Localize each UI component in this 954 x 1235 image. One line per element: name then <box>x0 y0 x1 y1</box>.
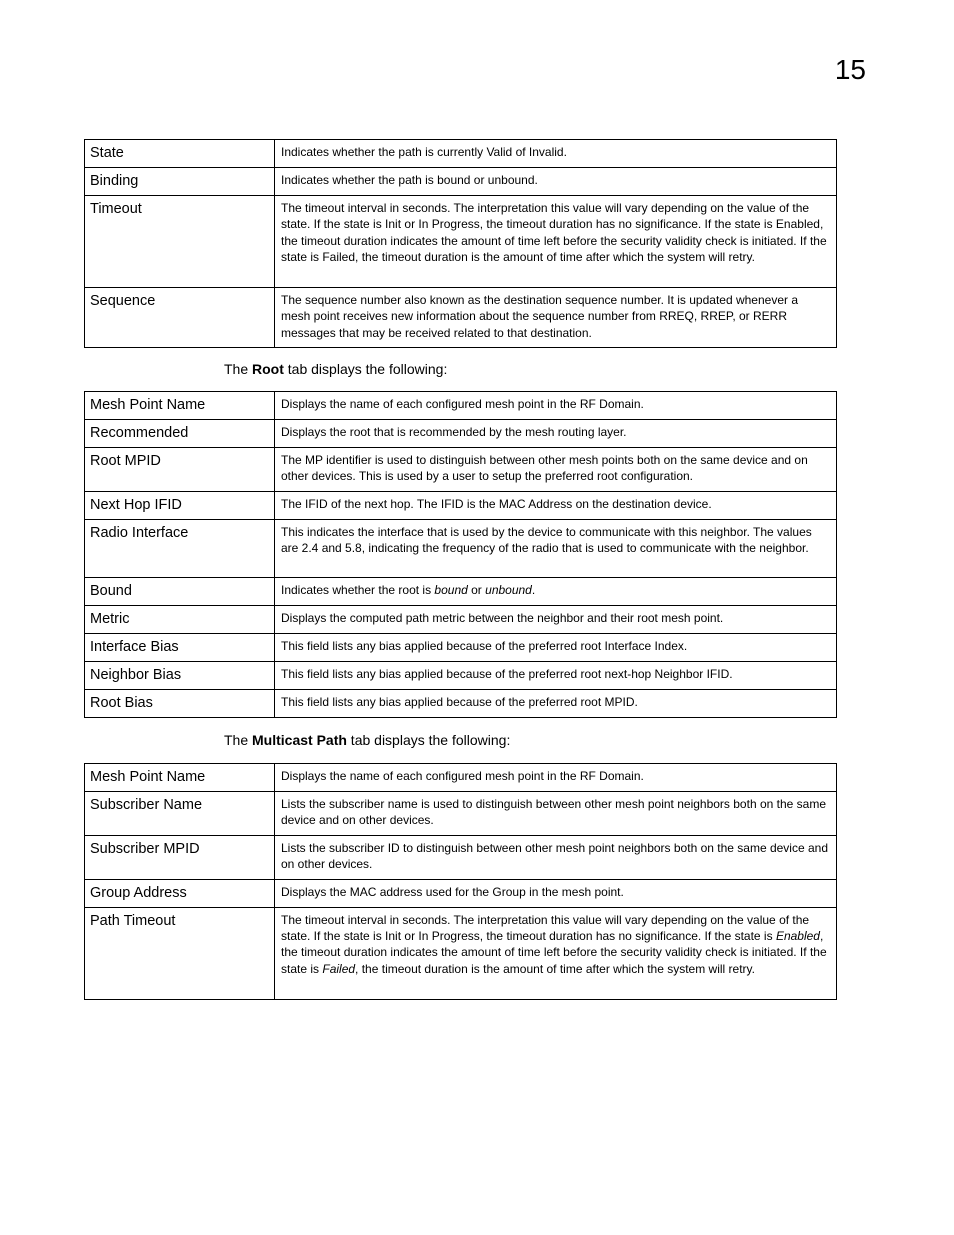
description-cell: Displays the root that is recommended by the mesh routing layer. <box>275 420 837 448</box>
table-row <box>85 140 837 168</box>
table-row <box>85 907 837 999</box>
term-cell: Timeout <box>85 196 275 288</box>
term-cell: Neighbor Bias <box>85 661 275 689</box>
description-cell: This field lists any bias applied because of the preferred root MPID. <box>275 689 837 717</box>
description-cell: The timeout interval in seconds. The interpretation this value will vary depending on the value of the state. If the state is Init or In Progress, the timeout duration has no significance. If the state is Enabled, the timeout duration indicates the amount of time left before the security validity check is initiated. If the state is Failed, the timeout duration is the amount of time after which the system will retry. <box>275 907 837 999</box>
term-cell: Mesh Point Name <box>85 764 275 792</box>
multicast-tab-intro: The Multicast Path tab displays the following: <box>224 732 511 748</box>
table-row <box>85 196 837 288</box>
table-row <box>85 448 837 492</box>
term-cell: Next Hop IFID <box>85 491 275 519</box>
term-cell: Path Timeout <box>85 907 275 999</box>
chapter-number: 15 <box>834 54 866 85</box>
description-cell: The MP identifier is used to distinguish between other mesh points both on the same device and on other devices. This is used by a user to setup the preferred root configuration. <box>275 448 837 492</box>
term-cell: Mesh Point Name <box>85 392 275 420</box>
description-cell: Displays the MAC address used for the Group in the mesh point. <box>275 879 837 907</box>
description-cell: Displays the name of each configured mesh point in the RF Domain. <box>275 392 837 420</box>
description-cell: This indicates the interface that is used by the device to communicate with this neighbor. The values are 2.4 and 5.8, indicating the frequency of the radio that is used to communicate with the neighbor. <box>275 519 837 577</box>
description-cell: The timeout interval in seconds. The interpretation this value will vary depending on the value of the state. If the state is Init or In Progress, the timeout duration has no significance. If the state is Enabled, the timeout duration indicates the amount of time left before the security validity check is initiated. If the state is Failed, the timeout duration is the amount of time after which the system will retry. <box>275 196 837 288</box>
description-cell: This field lists any bias applied because of the preferred root next-hop Neighbor IFID. <box>275 661 837 689</box>
root-tab-table <box>84 391 837 718</box>
root-tab-intro: The Root tab displays the following: <box>224 361 448 377</box>
table-row <box>85 605 837 633</box>
path-details-table <box>84 139 837 348</box>
term-cell: Interface Bias <box>85 633 275 661</box>
description-cell: The sequence number also known as the destination sequence number. It is updated whenever a mesh point receives new information about the sequence number from RREQ, RREP, or RERR messages that may be received related to that destination. <box>275 288 837 348</box>
description-cell: Displays the computed path metric between the neighbor and their root mesh point. <box>275 605 837 633</box>
term-cell: Metric <box>85 605 275 633</box>
description-cell: Lists the subscriber name is used to distinguish between other mesh point neighbors both on the same device and on other devices. <box>275 792 837 836</box>
description-cell: Displays the name of each configured mesh point in the RF Domain. <box>275 764 837 792</box>
term-cell: Radio Interface <box>85 519 275 577</box>
description-cell: Indicates whether the path is currently Valid of Invalid. <box>275 140 837 168</box>
term-cell: Sequence <box>85 288 275 348</box>
table-row <box>85 577 837 605</box>
multicast-tab-name: Multicast Path <box>252 732 347 748</box>
table-row <box>85 168 837 196</box>
table-row <box>85 689 837 717</box>
description-cell: Indicates whether the root is bound or unbound. <box>275 577 837 605</box>
root-tab-name: Root <box>252 361 284 377</box>
term-cell: Recommended <box>85 420 275 448</box>
term-cell: Root Bias <box>85 689 275 717</box>
table-row <box>85 392 837 420</box>
term-cell: Binding <box>85 168 275 196</box>
table-row <box>85 519 837 577</box>
description-cell: Indicates whether the path is bound or unbound. <box>275 168 837 196</box>
table-row <box>85 288 837 348</box>
term-cell: Subscriber Name <box>85 792 275 836</box>
table-row <box>85 835 837 879</box>
table-row <box>85 879 837 907</box>
description-cell: The IFID of the next hop. The IFID is the MAC Address on the destination device. <box>275 491 837 519</box>
term-cell: Subscriber MPID <box>85 835 275 879</box>
description-cell: This field lists any bias applied because of the preferred root Interface Index. <box>275 633 837 661</box>
table-row <box>85 661 837 689</box>
table-row <box>85 491 837 519</box>
term-cell: Group Address <box>85 879 275 907</box>
term-cell: Root MPID <box>85 448 275 492</box>
multicast-path-table <box>84 763 837 1000</box>
table-row <box>85 633 837 661</box>
table-row <box>85 764 837 792</box>
table-row <box>85 420 837 448</box>
description-cell: Lists the subscriber ID to distinguish between other mesh point neighbors both on the same device and on other devices. <box>275 835 837 879</box>
term-cell: Bound <box>85 577 275 605</box>
term-cell: State <box>85 140 275 168</box>
table-row <box>85 792 837 836</box>
